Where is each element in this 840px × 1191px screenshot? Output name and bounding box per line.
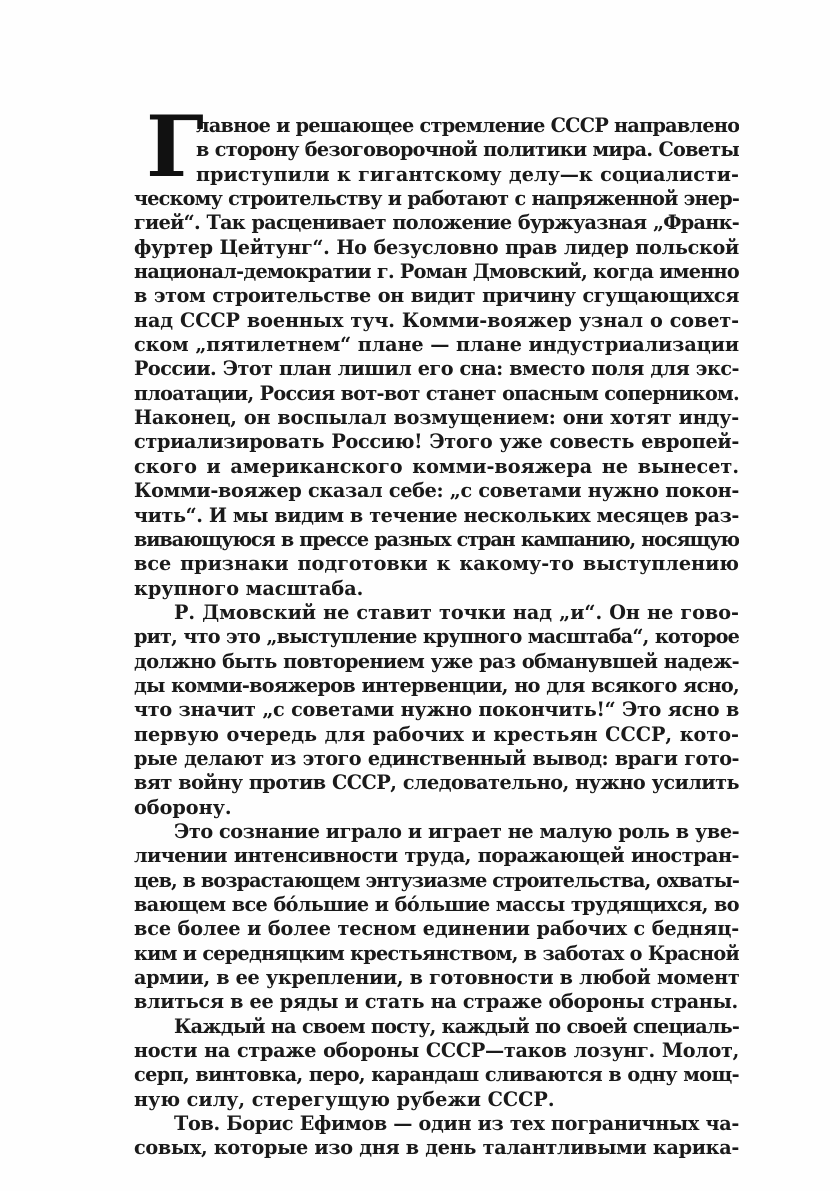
text-line: плоатации, Россия вот-вот станет опасным соперником. [134,381,739,405]
text-line: вивающуюся в прессе разных стран кампанию, носящую [134,527,739,551]
text-line: рит, что это „выступление крупного масштаба“, которое [134,625,739,649]
text-line: Р. Дмовский не ставит точки над „и“. Он не гово- [174,600,739,624]
text-line: гией“. Так расценивает положение буржуазная „Франк- [134,211,739,235]
text-line: России. Этот план лишил его сна: вместо поля для экс- [134,357,739,381]
text-line: в сторону безоговорочной политики мира. Советы [196,138,739,162]
text-line: ким и середняцким крестьянством, в заботах о Красной [134,941,739,965]
text-line: Наконец, он воспылал возмущением: они хотят инду- [134,406,739,430]
text-line: ческому строительству и работают с напряженной энер- [134,187,739,211]
text-line: первую очередь для рабочих и крестьян СССР, кото- [134,722,739,746]
article-text [134,97,739,1161]
text-line: ского и американского комми-вояжера не вынесет. [134,454,739,478]
paragraph [134,97,739,601]
text-line: национал-демократии г. Роман Дмовский, когда именно [134,260,739,284]
text-line: приступили к гигантскому делу—к социалисти- [196,162,739,186]
text-line: ности на страже обороны СССР—таков лозунг. Молот, [134,1039,739,1063]
text-line: совых, которые изо дня в день талантливыми карика- [134,1136,739,1160]
paragraph [134,820,739,1015]
text-line: лавное и решающее стремление СССР направлено [196,114,739,137]
text-line: рые делают из этого единственный вывод: враги гото- [134,746,739,770]
text-line: крупного масштаба. [134,576,364,600]
text-line: влиться в ее ряды и стать на страже обороны страны. [134,990,738,1014]
text-line: ды комми-вояжеров интервенции, но для всякого ясно, [134,673,739,697]
text-line: чить“. И мы видим в течение нескольких месяцев раз- [134,503,739,527]
text-line: стриализировать Россию! Этого уже совесть европей- [134,430,739,454]
text-line: армии, в ее укреплении, в готовности в любой момент [134,966,739,990]
text-line: Это сознание играло и играет не малую роль в уве- [174,819,739,843]
text-line: Каждый на своем посту, каждый по своей специаль- [174,1014,739,1038]
text-line: все более и более тесном единении рабочих с бедняц- [134,917,739,941]
text-line: над СССР военных туч. Комми-вояжер узнал о совет- [134,308,739,332]
text-line: должно быть повторением уже раз обманувшей надеж- [134,649,739,673]
text-line: оборону. [134,795,232,819]
text-line: фуртер Цейтунг“. Но безусловно прав лидер польской [134,235,739,259]
paragraph [134,601,739,820]
text-line: вят войну против СССР, следовательно, нужно усилить [134,771,739,795]
text-line: цев, в возрастающем энтузиазме строительства, охваты- [134,868,739,892]
text-line: все признаки подготовки к какому-то выступлению [134,552,739,576]
text-line: ском „пятилетнем“ плане — плане индустриализации [134,333,739,357]
text-line: вающем все бо́льшие и бо́льшие массы трудящихся, во [134,893,739,916]
text-line: что значит „с советами нужно покончить!“ Это ясно в [134,698,739,722]
paragraph [134,1112,739,1161]
text-line: личении интенсивности труда, поражающей иностран- [134,844,739,868]
drop-cap: Г [146,97,204,196]
text-line: Тов. Борис Ефимов — один из тех пограничных ча- [174,1112,739,1136]
text-line: в этом строительстве он видит причину сгущающихся [134,284,739,308]
paragraph [134,1015,739,1112]
text-line: Комми-вояжер сказал себе: „с советами нужно покон- [134,479,739,503]
text-line: серп, винтовка, перо, карандаш сливаются в одну мощ- [134,1063,739,1087]
text-line: ную силу, стерегущую рубежи СССР. [134,1087,555,1111]
